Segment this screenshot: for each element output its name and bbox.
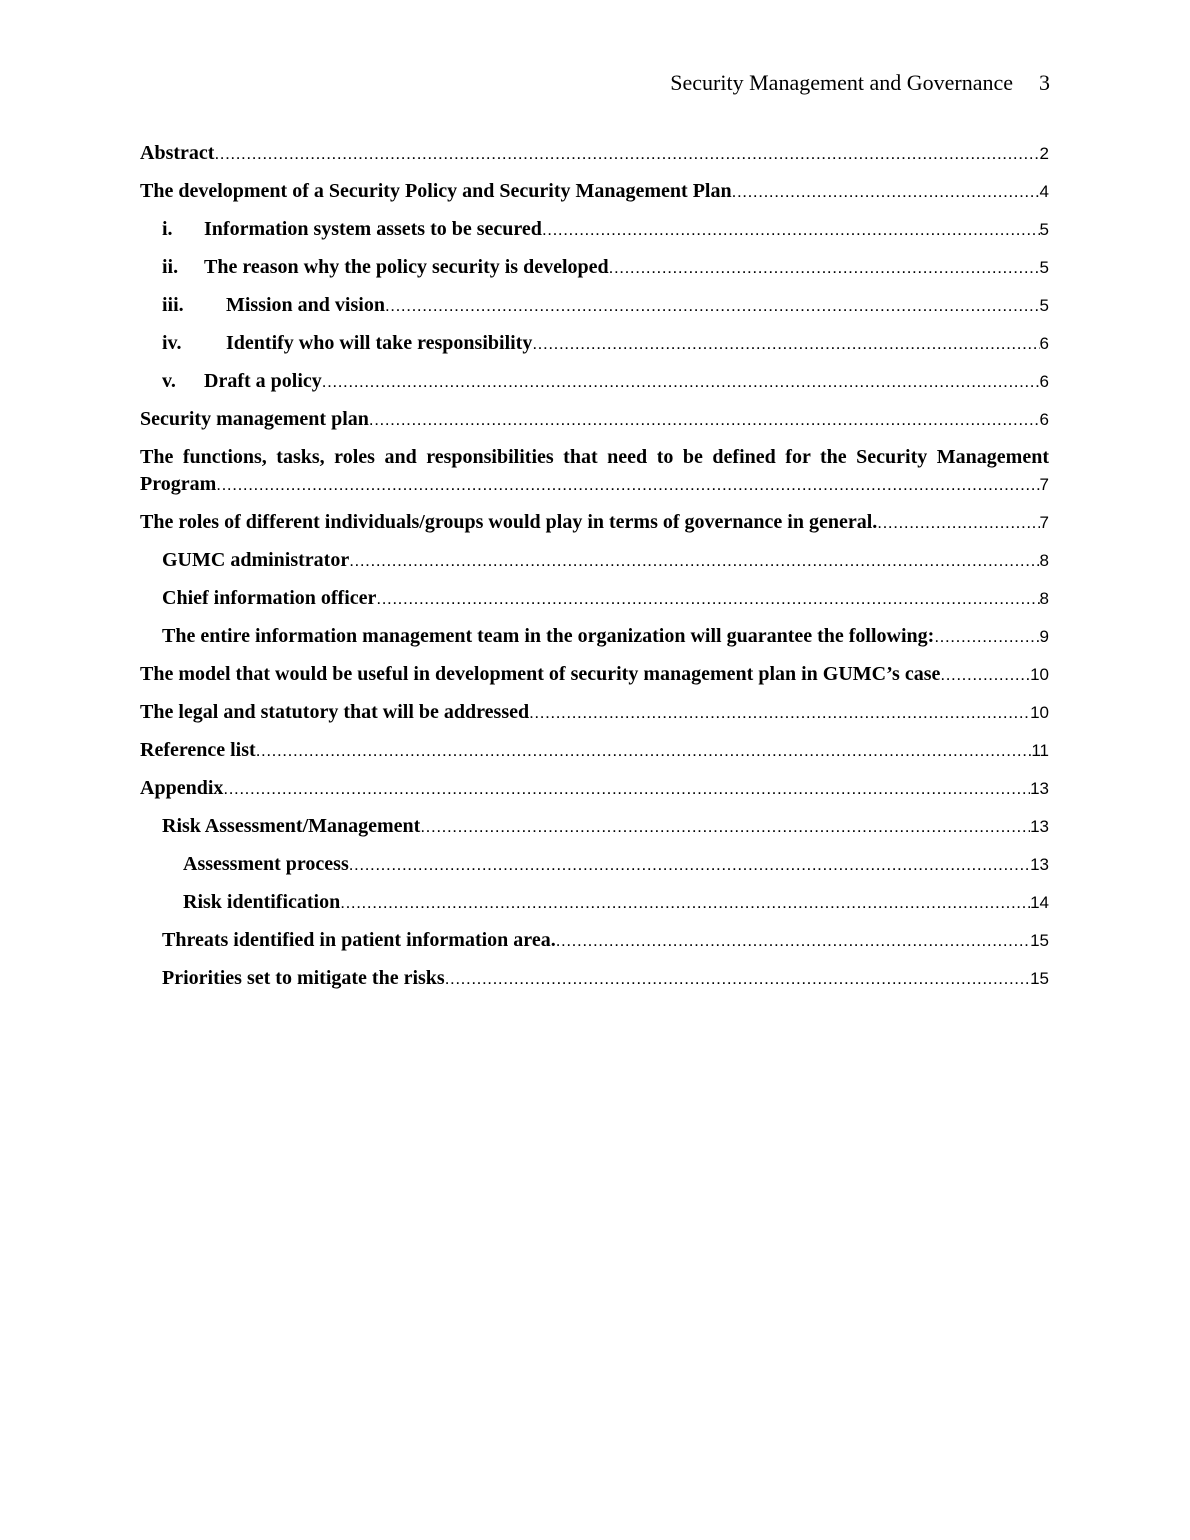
dot-leader bbox=[214, 141, 1039, 166]
toc-entry-page: 14 bbox=[1030, 893, 1049, 912]
toc-entry-page: 15 bbox=[1030, 931, 1049, 950]
dot-leader bbox=[556, 928, 1030, 953]
toc-entry-page: 8 bbox=[1039, 589, 1049, 608]
toc-entry-risk-identification[interactable] bbox=[140, 890, 1049, 928]
toc-entry-page: 15 bbox=[1030, 969, 1049, 988]
dot-leader bbox=[216, 472, 1039, 497]
dot-leader bbox=[940, 662, 1030, 687]
toc-entry-title: The entire information management team in the organization will guarantee the following: bbox=[162, 625, 935, 647]
toc-entry-mission[interactable] bbox=[140, 293, 1049, 331]
header-title: Security Management and Governance bbox=[670, 70, 1013, 95]
toc-entry-reason[interactable] bbox=[140, 255, 1049, 293]
toc-entry-title: The model that would be useful in development of security management plan in GUMC’s case bbox=[140, 663, 941, 685]
toc-entry-page: 9 bbox=[1039, 627, 1049, 646]
toc-entry-title: The legal and statutory that will be addressed bbox=[140, 701, 530, 723]
toc-entry-reference-list[interactable] bbox=[140, 738, 1049, 776]
dot-leader bbox=[223, 776, 1030, 801]
toc-entry-info-management-team[interactable] bbox=[140, 624, 1049, 662]
dot-leader bbox=[732, 179, 1040, 204]
dot-leader bbox=[385, 293, 1040, 318]
dot-leader bbox=[349, 852, 1030, 877]
dot-leader bbox=[445, 966, 1030, 991]
dot-leader bbox=[349, 548, 1039, 573]
toc-entry-title: The roles of different individuals/groups would play in terms of governance in general. bbox=[140, 511, 878, 533]
running-header bbox=[670, 70, 1050, 96]
toc-entry-page: 10 bbox=[1030, 703, 1049, 722]
dot-leader bbox=[420, 814, 1030, 839]
toc-entry-page: 13 bbox=[1030, 855, 1049, 874]
toc-entry-title: Abstract bbox=[140, 142, 215, 164]
dot-leader bbox=[322, 369, 1040, 394]
toc-entry-number: v. bbox=[162, 370, 176, 392]
header-page-number: 3 bbox=[1039, 70, 1050, 95]
toc-entry-title: Mission and vision bbox=[226, 294, 385, 316]
toc-entry-legal-statutory[interactable] bbox=[140, 700, 1049, 738]
toc-entry-governance-roles[interactable] bbox=[140, 510, 1049, 548]
toc-entry-title: Appendix bbox=[140, 777, 224, 799]
toc-entry-title: Assessment process bbox=[183, 853, 349, 875]
toc-entry-title: Reference list bbox=[140, 739, 256, 761]
toc-entry-gumc-administrator[interactable] bbox=[140, 548, 1049, 586]
toc-entry-title: Priorities set to mitigate the risks bbox=[162, 967, 445, 989]
toc-entry-title: GUMC administrator bbox=[162, 549, 350, 571]
toc-entry-page: 5 bbox=[1039, 220, 1049, 239]
toc-entry-number: ii. bbox=[162, 256, 179, 278]
dot-leader bbox=[877, 510, 1039, 535]
toc-entry-threats[interactable] bbox=[140, 928, 1049, 966]
toc-entry-title-continued: Program bbox=[140, 473, 217, 495]
toc-entry-title: Security management plan bbox=[140, 408, 369, 430]
dot-leader bbox=[376, 586, 1039, 611]
toc-entry-title: The reason why the policy security is developed bbox=[204, 256, 609, 278]
dot-leader bbox=[542, 217, 1040, 242]
toc-entry-assessment-process[interactable] bbox=[140, 852, 1049, 890]
toc-entry-page: 4 bbox=[1039, 182, 1049, 201]
toc-entry-page: 13 bbox=[1030, 817, 1049, 836]
toc-entry-abstract[interactable] bbox=[140, 141, 1049, 179]
toc-entry-priorities[interactable] bbox=[140, 966, 1049, 1004]
toc-entry-page: 13 bbox=[1030, 779, 1049, 798]
dot-leader bbox=[256, 738, 1032, 763]
dot-leader bbox=[340, 890, 1030, 915]
toc-entry-page: 8 bbox=[1039, 551, 1049, 570]
toc-entry-page: 11 bbox=[1031, 741, 1049, 760]
toc-entry-title: Threats identified in patient information area. bbox=[162, 929, 556, 951]
toc-entry-risk-assessment[interactable] bbox=[140, 814, 1049, 852]
toc-entry-page: 2 bbox=[1039, 144, 1049, 163]
toc-entry-appendix[interactable] bbox=[140, 776, 1049, 814]
toc-entry-title: Chief information officer bbox=[162, 587, 377, 609]
dot-leader bbox=[609, 255, 1040, 280]
dot-leader bbox=[934, 624, 1039, 649]
toc-entry-page: 5 bbox=[1039, 258, 1049, 277]
toc-entry-cio[interactable] bbox=[140, 586, 1049, 624]
toc-entry-title: Risk identification bbox=[183, 891, 341, 913]
dot-leader bbox=[529, 700, 1030, 725]
toc-entry-model[interactable] bbox=[140, 662, 1049, 700]
toc-entry-title: The development of a Security Policy and Security Management Plan bbox=[140, 180, 732, 202]
toc-entry-security-plan[interactable] bbox=[140, 407, 1049, 445]
toc-entry-draft-policy[interactable] bbox=[140, 369, 1049, 407]
toc-entry-number: i. bbox=[162, 218, 173, 240]
toc-entry-page: 10 bbox=[1030, 665, 1049, 684]
toc-entry-policy-development[interactable] bbox=[140, 179, 1049, 217]
toc-entry-page: 6 bbox=[1039, 410, 1049, 429]
dot-leader bbox=[532, 331, 1039, 356]
toc-entry-title: Identify who will take responsibility bbox=[226, 332, 533, 354]
toc-entry-title: Draft a policy bbox=[204, 370, 322, 392]
toc-entry-responsibility[interactable] bbox=[140, 331, 1049, 369]
toc-entry-assets[interactable] bbox=[140, 217, 1049, 255]
toc-entry-number: iv. bbox=[162, 332, 182, 354]
toc-entry-page: 6 bbox=[1039, 334, 1049, 353]
table-of-contents bbox=[140, 141, 1049, 1004]
toc-entry-title: The functions, tasks, roles and responsibilities that need to be defined for the Security Management bbox=[140, 446, 1049, 468]
toc-entry-page: 5 bbox=[1039, 296, 1049, 315]
toc-entry-title: Information system assets to be secured bbox=[204, 218, 542, 240]
toc-entry-page: 7 bbox=[1039, 475, 1049, 494]
toc-entry-title: Risk Assessment/Management bbox=[162, 815, 421, 837]
dot-leader bbox=[369, 407, 1040, 432]
toc-entry-number: iii. bbox=[162, 294, 184, 316]
toc-entry-page: 7 bbox=[1039, 513, 1049, 532]
toc-entry-page: 6 bbox=[1039, 372, 1049, 391]
toc-entry-functions-tasks[interactable] bbox=[140, 445, 1049, 510]
